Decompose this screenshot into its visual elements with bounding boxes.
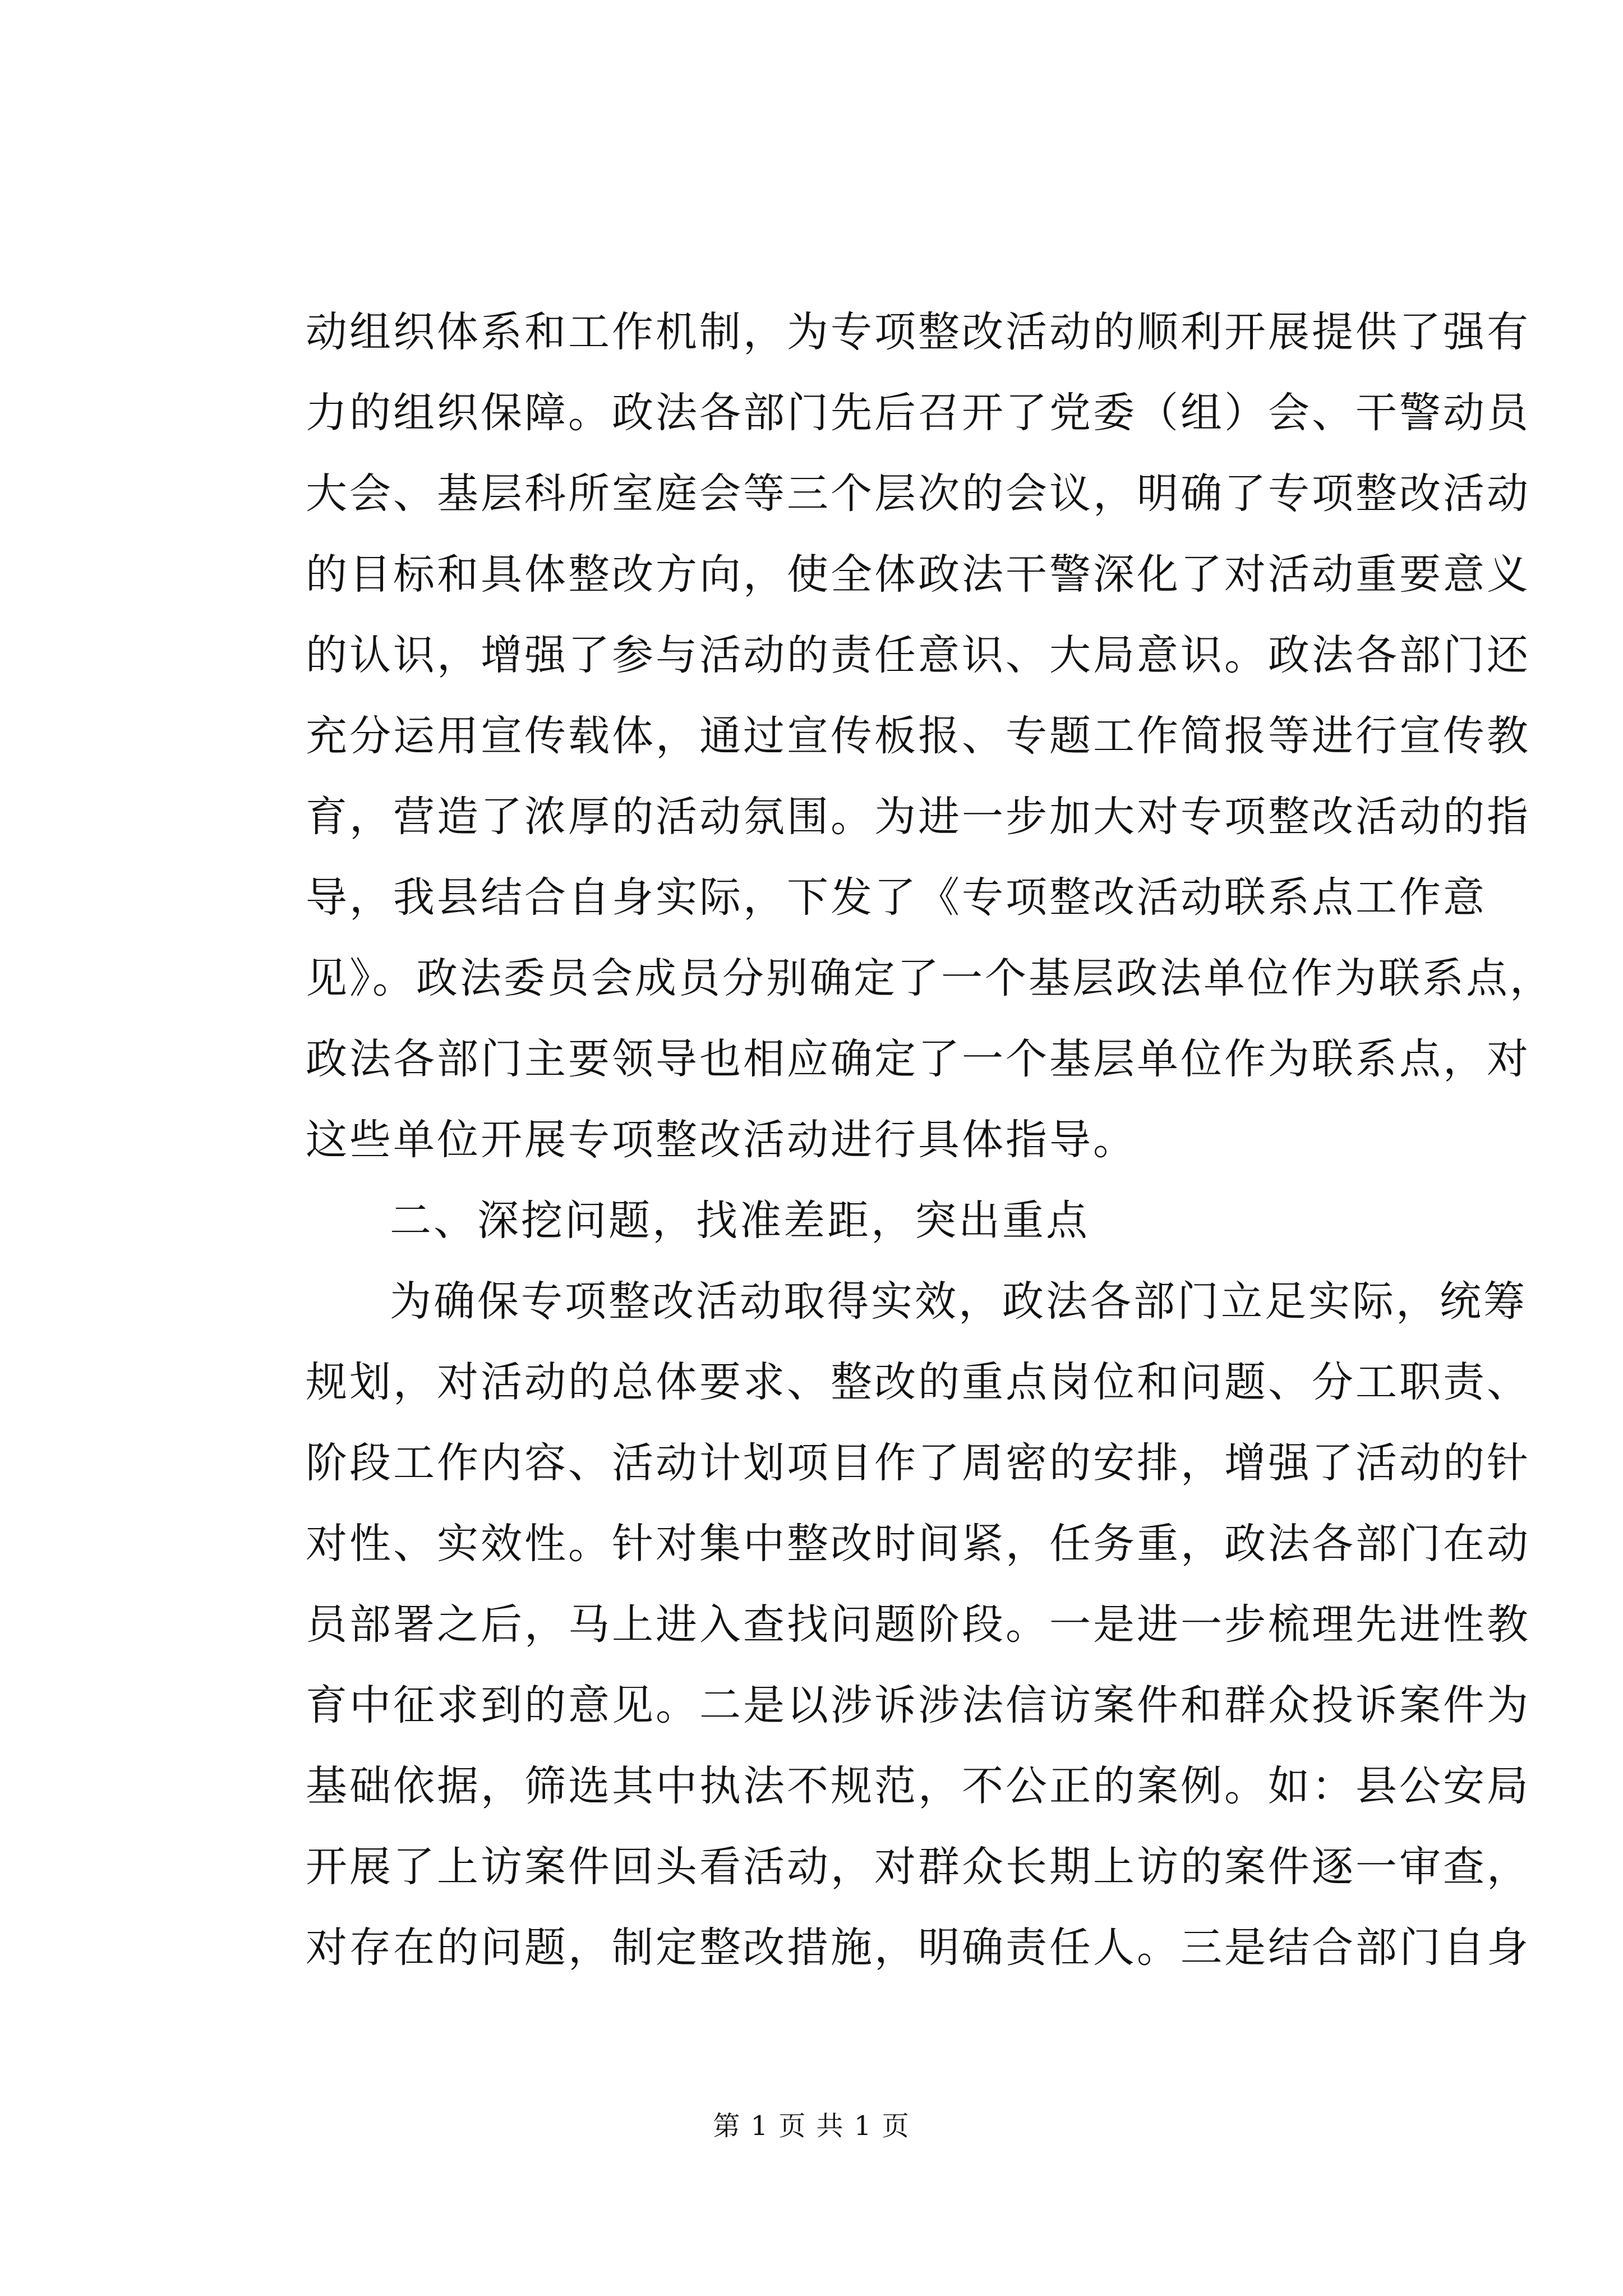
text-line: 大会、基层科所室庭会等三个层次的会议，明确了专项整改活动 [306, 470, 1530, 518]
text-line: 动组织体系和工作机制，为专项整改活动的顺利开展提供了强有 [306, 308, 1530, 356]
text-line: 员部署之后，马上进入查找问题阶段。一是进一步梳理先进性教 [306, 1600, 1530, 1649]
text-line: 开展了上访案件回头看活动，对群众长期上访的案件逐一审查， [306, 1843, 1530, 1891]
text-line: 见》。政法委员会成员分别确定了一个基层政法单位作为联系点， [306, 954, 1553, 1002]
text-line: 充分运用宣传载体，通过宣传板报、专题工作简报等进行宣传教 [306, 712, 1530, 760]
page-footer: 第 1 页 共 1 页 [713, 2110, 910, 2142]
text-line: 育中征求到的意见。二是以涉诉涉法信访案件和群众投诉案件为 [306, 1681, 1530, 1729]
text-line: 基础依据，筛选其中执法不规范，不公正的案例。如：县公安局 [306, 1762, 1530, 1810]
section-heading: 二、深挖问题，找准差距，突出重点 [390, 1197, 1090, 1245]
text-line: 规划，对活动的总体要求、整改的重点岗位和问题、分工职责、 [306, 1358, 1530, 1406]
text-line: 对存在的问题，制定整改措施，明确责任人。三是结合部门自身 [306, 1924, 1530, 1972]
text-line: 育，营造了浓厚的活动氛围。为进一步加大对专项整改活动的指 [306, 793, 1530, 841]
text-line: 的目标和具体整改方向，使全体政法干警深化了对活动重要意义 [306, 550, 1530, 599]
text-line: 这些单位开展专项整改活动进行具体指导。 [306, 1116, 1137, 1164]
text-line: 政法各部门主要领导也相应确定了一个基层单位作为联系点，对 [306, 1035, 1530, 1083]
text-line: 导，我县结合自身实际，下发了《专项整改活动联系点工作意 [306, 873, 1487, 922]
text-line: 对性、实效性。针对集中整改时间紧，任务重，政法各部门在动 [306, 1520, 1530, 1568]
body-text [306, 292, 1553, 1988]
text-line: 阶段工作内容、活动计划项目作了周密的安排，增强了活动的针 [306, 1439, 1530, 1487]
text-line: 的认识，增强了参与活动的责任意识、大局意识。政法各部门还 [306, 631, 1530, 679]
text-line: 为确保专项整改活动取得实效，政法各部门立足实际，统筹 [390, 1277, 1527, 1326]
text-line: 力的组织保障。政法各部门先后召开了党委（组）会、干警动员 [306, 389, 1530, 437]
